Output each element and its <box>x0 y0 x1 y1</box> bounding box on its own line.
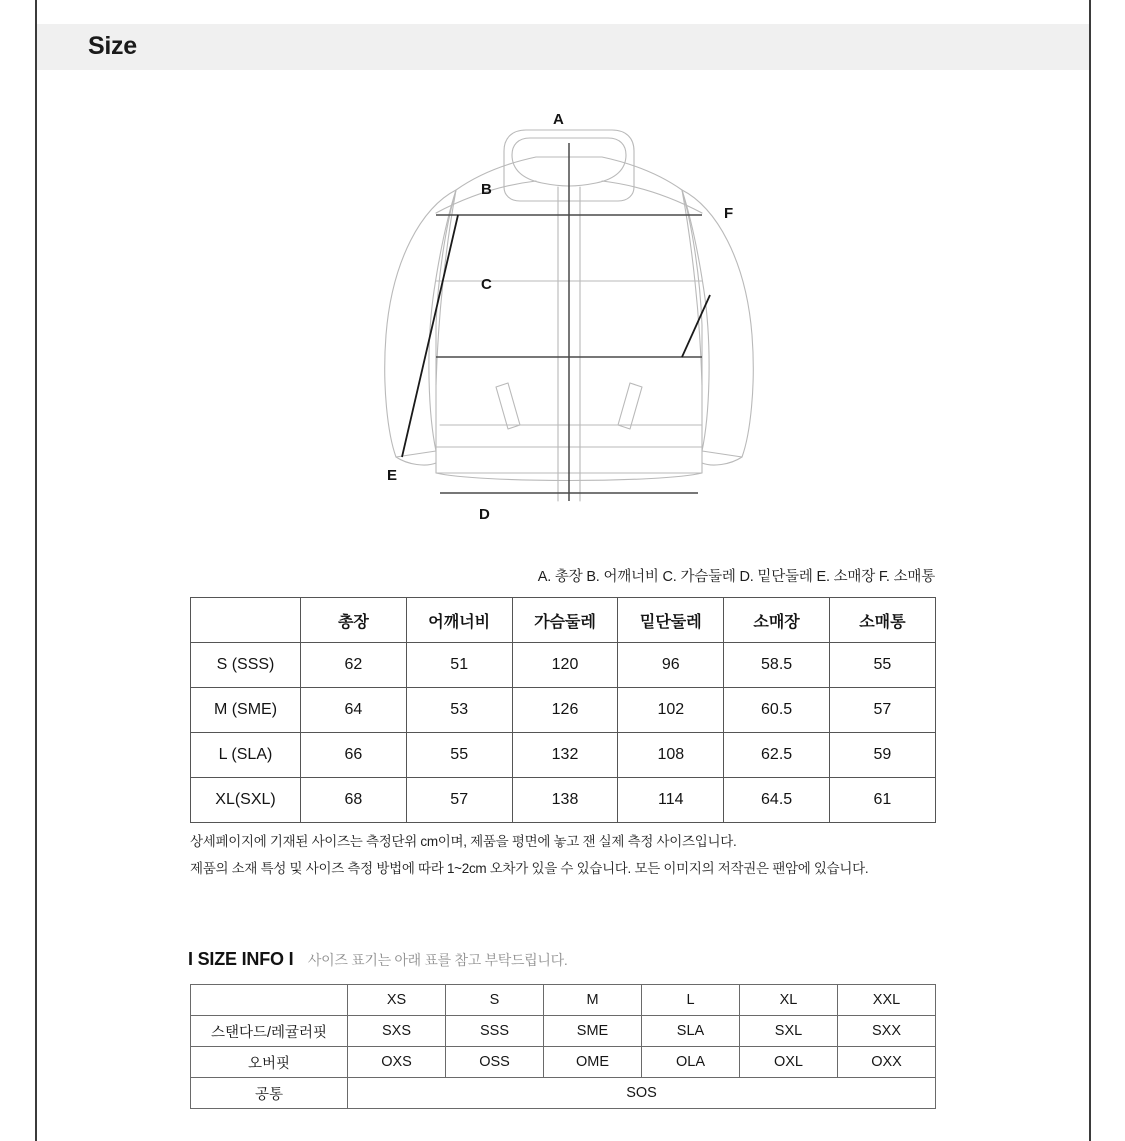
size-cell: 62.5 <box>724 733 830 778</box>
size-cell: 58.5 <box>724 643 830 688</box>
code-table-col-header: XXL <box>838 985 936 1016</box>
code-cell: OXX <box>838 1047 936 1078</box>
size-row-label: XL(SXL) <box>191 778 301 823</box>
size-table-col-header: 밑단둘레 <box>618 598 724 643</box>
code-cell: SXX <box>838 1016 936 1047</box>
code-cell: OXL <box>740 1047 838 1078</box>
code-row-label: 스탠다드/레귤러핏 <box>191 1016 348 1047</box>
size-cell: 66 <box>301 733 407 778</box>
size-cell: 108 <box>618 733 724 778</box>
page-frame-left-rule <box>35 0 37 1141</box>
size-table-corner-cell <box>191 598 301 643</box>
code-table-col-header: L <box>642 985 740 1016</box>
table-row <box>191 778 936 823</box>
size-cell: 59 <box>829 733 935 778</box>
code-cell: OME <box>544 1047 642 1078</box>
size-cell: 53 <box>406 688 512 733</box>
code-cell: SLA <box>642 1016 740 1047</box>
table-row <box>191 643 936 688</box>
code-cell: OLA <box>642 1047 740 1078</box>
note-line-2: 제품의 소재 특성 및 사이즈 측정 방법에 따라 1~2cm 오차가 있을 수 있습니다. 모든 이미지의 저작권은 팬암에 있습니다. <box>190 861 869 876</box>
code-cell: SXS <box>348 1016 446 1047</box>
size-cell: 114 <box>618 778 724 823</box>
code-cell: OXS <box>348 1047 446 1078</box>
jacket-technical-drawing <box>330 95 810 535</box>
size-cell: 138 <box>512 778 618 823</box>
size-cell: 102 <box>618 688 724 733</box>
size-cell: 62 <box>301 643 407 688</box>
size-cell: 120 <box>512 643 618 688</box>
code-cell-merged: SOS <box>348 1078 936 1109</box>
page-frame-right-rule <box>1089 0 1091 1141</box>
size-cell: 132 <box>512 733 618 778</box>
size-table-col-header: 어깨너비 <box>406 598 512 643</box>
size-table-col-header: 소매통 <box>829 598 935 643</box>
code-cell: SXL <box>740 1016 838 1047</box>
size-row-label: S (SSS) <box>191 643 301 688</box>
dimension-label-b: B <box>481 181 492 198</box>
code-cell: OSS <box>446 1047 544 1078</box>
table-row <box>191 688 936 733</box>
code-table-col-header: M <box>544 985 642 1016</box>
size-measurement-table <box>190 597 936 823</box>
code-table-header-row <box>191 985 936 1016</box>
table-row <box>191 1016 936 1047</box>
dimension-label-c: C <box>481 276 492 293</box>
code-table-col-header: S <box>446 985 544 1016</box>
size-cell: 57 <box>406 778 512 823</box>
size-cell: 51 <box>406 643 512 688</box>
table-row <box>191 1047 936 1078</box>
size-cell: 126 <box>512 688 618 733</box>
dimension-label-e: E <box>387 467 398 484</box>
code-table-corner-cell <box>191 985 348 1016</box>
measurement-notes <box>190 828 868 882</box>
code-row-label: 오버핏 <box>191 1047 348 1078</box>
size-cell: 96 <box>618 643 724 688</box>
size-cell: 64.5 <box>724 778 830 823</box>
size-cell: 61 <box>829 778 935 823</box>
size-cell: 57 <box>829 688 935 733</box>
table-row <box>191 1078 936 1109</box>
size-info-title: I SIZE INFO I <box>188 949 294 969</box>
size-code-table <box>190 984 936 1109</box>
code-row-label: 공통 <box>191 1078 348 1109</box>
code-cell: SME <box>544 1016 642 1047</box>
page-title: Size <box>88 32 137 60</box>
size-cell: 64 <box>301 688 407 733</box>
dimension-label-d: D <box>479 506 490 523</box>
section-header-band <box>37 24 1089 70</box>
note-line-1: 상세페이지에 기재된 사이즈는 측정단위 cm이며, 제품을 평면에 놓고 잰 실제 측정 사이즈입니다. <box>190 834 737 849</box>
size-cell: 60.5 <box>724 688 830 733</box>
code-table-col-header: XS <box>348 985 446 1016</box>
code-table-col-header: XL <box>740 985 838 1016</box>
table-row <box>191 733 936 778</box>
dimension-label-a: A <box>553 111 564 128</box>
size-info-subtitle: 사이즈 표기는 아래 표를 참고 부탁드립니다. <box>307 952 568 968</box>
size-info-heading <box>188 949 567 970</box>
size-row-label: M (SME) <box>191 688 301 733</box>
measurement-legend: A. 총장 B. 어깨너비 C. 가슴둘레 D. 밑단둘레 E. 소매장 F. 소매통 <box>537 569 935 585</box>
size-table-col-header: 소매장 <box>724 598 830 643</box>
dimension-label-f: F <box>724 205 734 222</box>
size-table-col-header: 가슴둘레 <box>512 598 618 643</box>
size-row-label: L (SLA) <box>191 733 301 778</box>
size-cell: 55 <box>829 643 935 688</box>
size-table-header-row <box>191 598 936 643</box>
size-cell: 55 <box>406 733 512 778</box>
code-cell: SSS <box>446 1016 544 1047</box>
size-table-col-header: 총장 <box>301 598 407 643</box>
size-cell: 68 <box>301 778 407 823</box>
